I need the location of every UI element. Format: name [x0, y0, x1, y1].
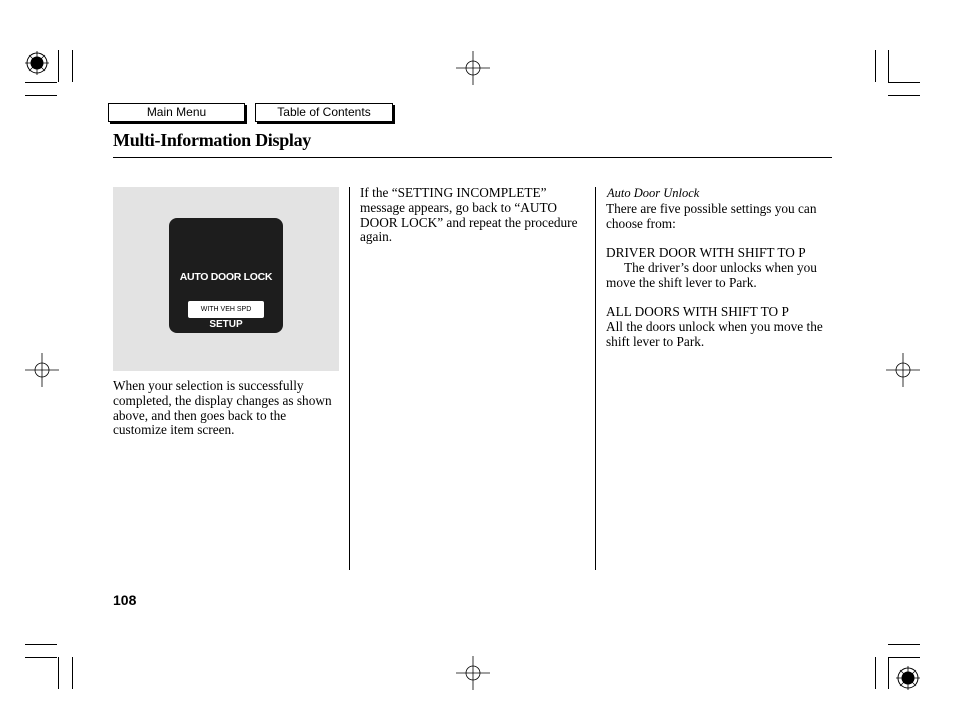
option1-title: DRIVER DOOR WITH SHIFT TO P [606, 245, 806, 260]
intro-text: There are five possible settings you can choose from: [606, 201, 817, 231]
setting-incomplete-note: If the “SETTING INCOMPLETE” message appears, go back to “AUTO DOOR LOCK” and repeat the procedure again. [360, 185, 578, 245]
display-option: WITH VEH SPD [188, 301, 264, 318]
column-divider [595, 187, 596, 570]
display-screen [169, 218, 283, 333]
crosshair-icon [25, 353, 59, 387]
option1-description: The driver’s door unlocks when you move the shift lever to Park. [606, 260, 817, 290]
display-footer: SETUP [209, 319, 243, 330]
page-number: 108 [113, 592, 137, 608]
crosshair-icon [456, 51, 490, 85]
main-menu-button[interactable]: Main Menu [108, 103, 245, 122]
crosshair-icon [456, 656, 490, 690]
figure-caption: When your selection is successfully completed, the display changes as shown above, and then goes back to the customize item screen. [113, 378, 332, 438]
crosshair-icon [886, 353, 920, 387]
display-figure [113, 187, 339, 371]
display-title: AUTO DOOR LOCK [179, 271, 273, 283]
column-divider [349, 187, 350, 570]
page-title: Multi-Information Display [113, 130, 312, 150]
registration-target-icon [25, 51, 49, 75]
option2-title: ALL DOORS WITH SHIFT TO P [606, 304, 789, 319]
section-heading: Auto Door Unlock [607, 186, 700, 200]
registration-target-icon [896, 666, 920, 690]
table-of-contents-button[interactable]: Table of Contents [255, 103, 393, 122]
option2-description: All the doors unlock when you move the shift lever to Park. [606, 319, 823, 349]
title-rule [113, 157, 832, 158]
